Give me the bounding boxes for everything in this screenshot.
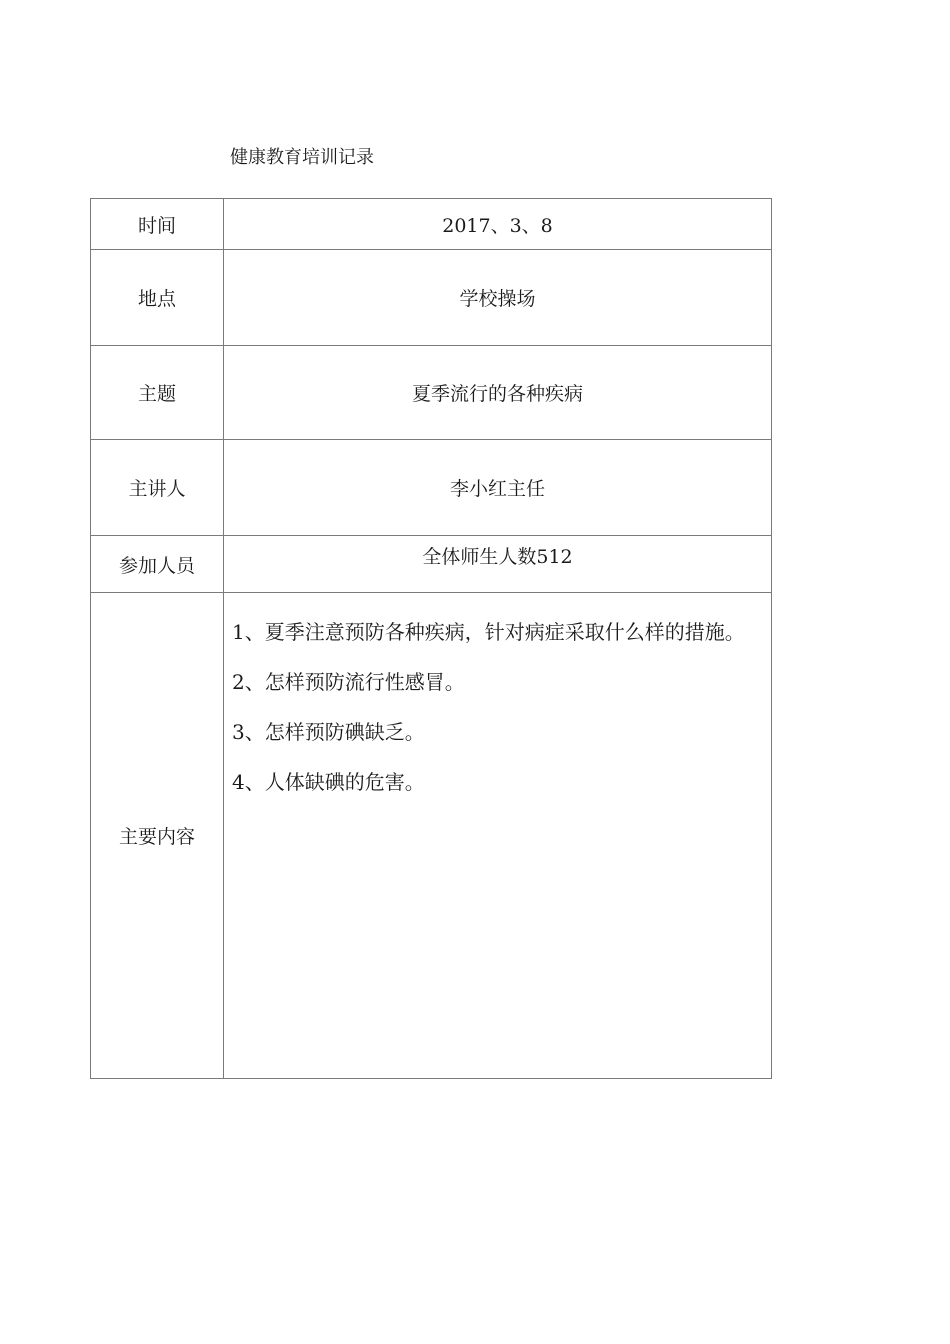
time-label: 时间 bbox=[91, 199, 224, 250]
place-value: 学校操场 bbox=[224, 250, 772, 346]
topic-label: 主题 bbox=[91, 346, 224, 440]
content-body bbox=[224, 593, 772, 1079]
table-row bbox=[91, 346, 772, 440]
table-row bbox=[91, 593, 772, 1079]
speaker-value: 李小红主任 bbox=[224, 440, 772, 536]
content-item: 4、人体缺碘的危害。 bbox=[232, 770, 425, 794]
content-label: 主要内容 bbox=[91, 593, 224, 1079]
table-row bbox=[91, 536, 772, 593]
attendees-label: 参加人员 bbox=[91, 536, 224, 593]
training-record-table bbox=[90, 198, 772, 1079]
attendees-value: 全体师生人数512 bbox=[224, 536, 772, 593]
table-row bbox=[91, 199, 772, 250]
place-label: 地点 bbox=[91, 250, 224, 346]
speaker-label: 主讲人 bbox=[91, 440, 224, 536]
table-row bbox=[91, 250, 772, 346]
time-value: 2017、3、8 bbox=[224, 199, 772, 250]
document-title: 健康教育培训记录 bbox=[230, 147, 374, 168]
content-item: 2、怎样预防流行性感冒。 bbox=[232, 670, 465, 694]
table-row bbox=[91, 440, 772, 536]
content-item: 3、怎样预防碘缺乏。 bbox=[232, 720, 425, 744]
topic-value: 夏季流行的各种疾病 bbox=[224, 346, 772, 440]
content-item: 1、夏季注意预防各种疾病，针对病症采取什么样的措施。 bbox=[232, 620, 745, 644]
